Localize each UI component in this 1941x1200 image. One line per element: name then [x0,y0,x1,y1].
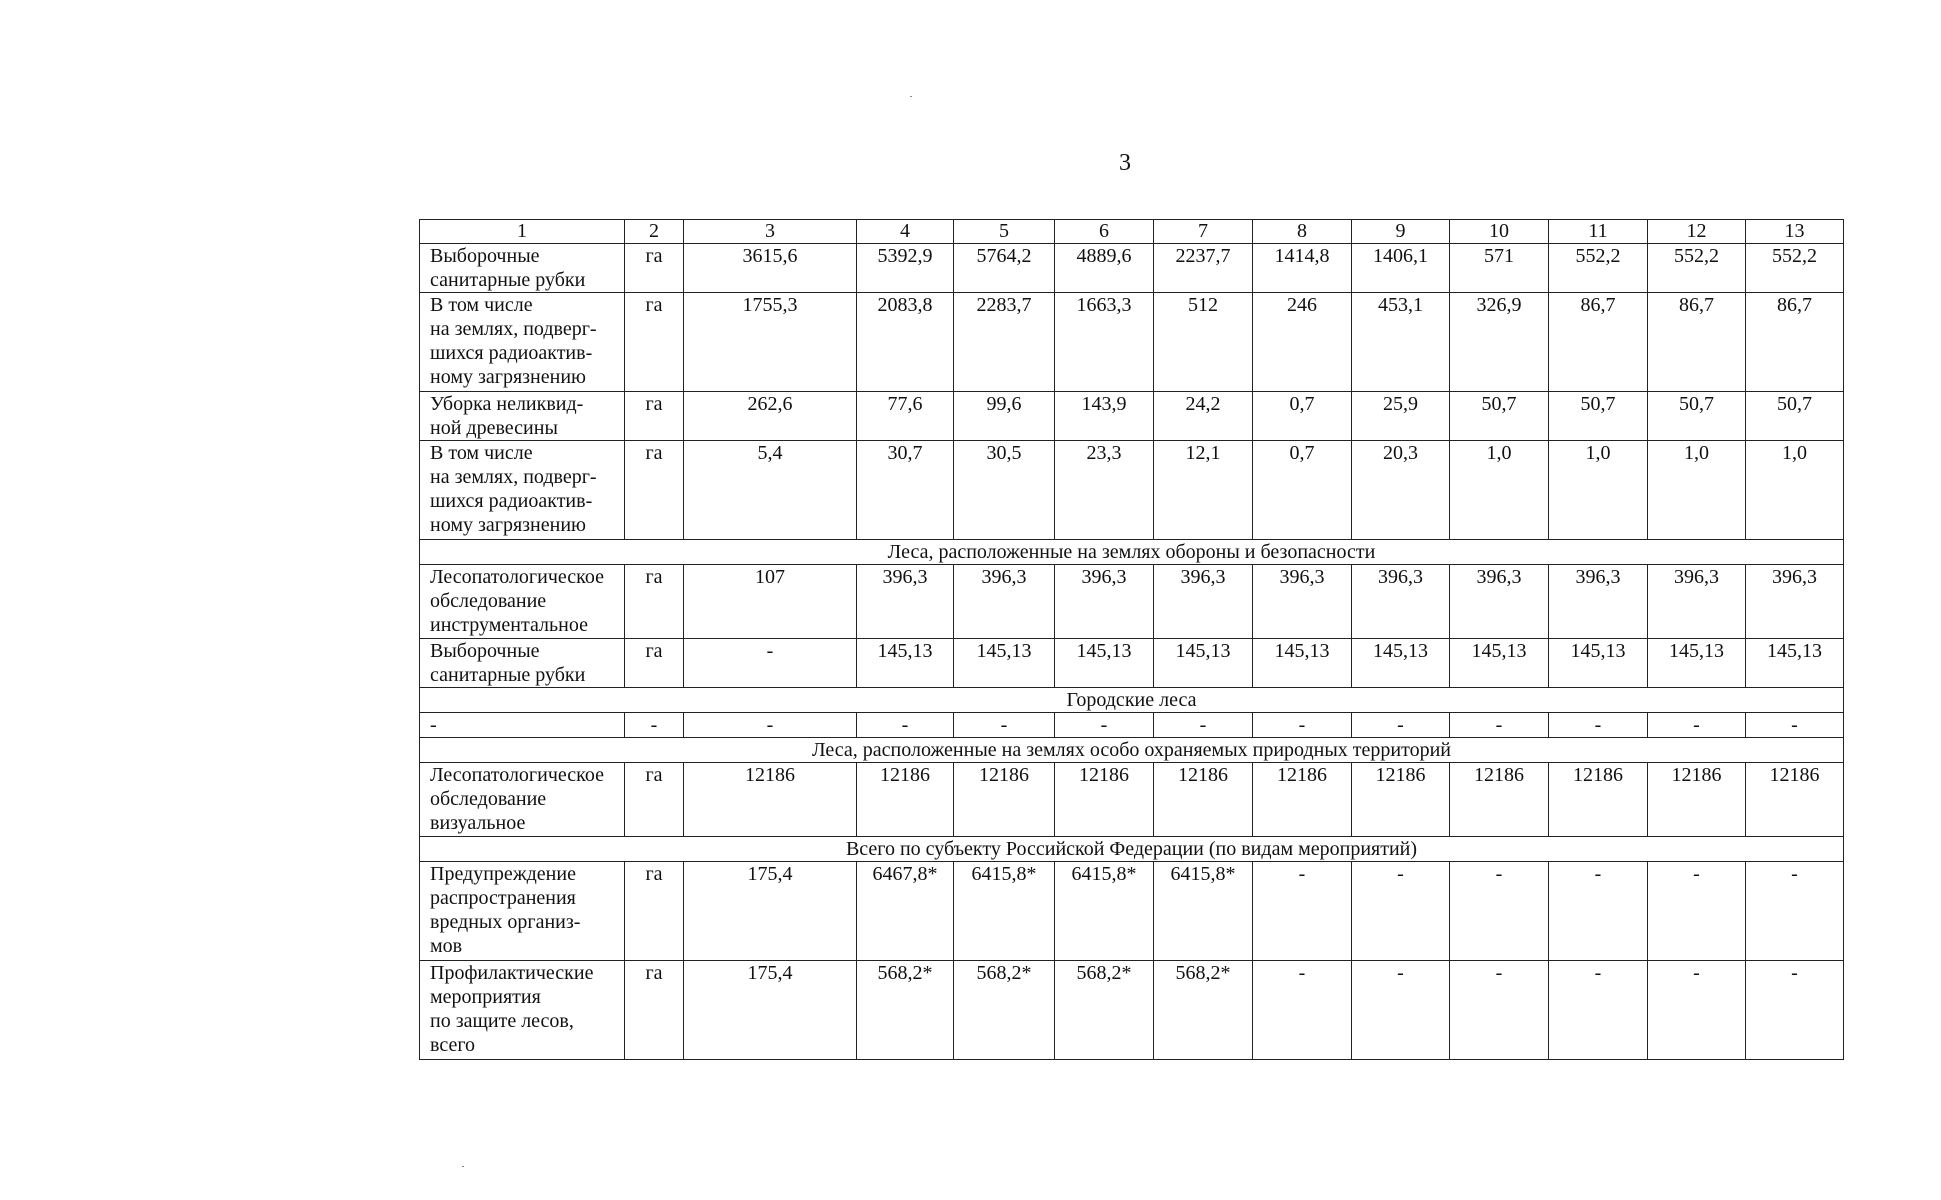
value-cell: 6415,8* [1055,862,1154,961]
value-cell: 4889,6 [1055,244,1154,293]
measure-name-line: Профилактические [430,962,594,984]
measure-name-line: визуальное [430,812,526,834]
value-cell: - [857,713,954,738]
measure-name-cell [420,763,625,837]
table-row [420,713,1844,738]
value-cell: 145,13 [1549,639,1648,688]
column-number-cell: 11 [1549,220,1648,244]
column-number-cell: 4 [857,220,954,244]
section-row [420,837,1844,862]
measure-name-cell [420,441,625,540]
value-cell: 396,3 [1055,565,1154,639]
unit-cell: га [625,244,684,293]
value-cell: 262,6 [684,392,857,441]
measure-name-line: Предупреждение [430,863,576,885]
value-cell: 86,7 [1648,293,1746,392]
measure-name-cell [420,862,625,961]
value-cell: - [1746,713,1844,738]
value-cell: 568,2* [857,961,954,1060]
value-cell: 99,6 [954,392,1055,441]
value-cell: 12186 [1549,763,1648,837]
value-cell: 2083,8 [857,293,954,392]
value-cell: 145,13 [1055,639,1154,688]
measure-name-line: мов [430,935,463,957]
measure-name-line: на землях, подверг- [430,466,597,488]
forest-protection-table [419,219,1844,1060]
value-cell: 77,6 [857,392,954,441]
value-cell: - [1648,862,1746,961]
measure-name-line: на землях, подверг- [430,318,597,340]
value-cell: 571 [1450,244,1549,293]
value-cell: 5,4 [684,441,857,540]
value-cell: - [1450,961,1549,1060]
measure-name-cell [420,565,625,639]
value-cell: 396,3 [1746,565,1844,639]
value-cell: 12186 [684,763,857,837]
value-cell: 12186 [954,763,1055,837]
measure-name-line: мероприятия [430,986,541,1008]
value-cell: - [1253,713,1352,738]
value-cell: 3615,6 [684,244,857,293]
value-cell: 2283,7 [954,293,1055,392]
column-number-cell: 10 [1450,220,1549,244]
column-number-cell: 2 [625,220,684,244]
column-number-cell: 12 [1648,220,1746,244]
value-cell: - [1746,961,1844,1060]
table-row [420,244,1844,293]
value-cell: 145,13 [1648,639,1746,688]
value-cell: 145,13 [1746,639,1844,688]
measure-name-cell [420,392,625,441]
value-cell: 12186 [1648,763,1746,837]
table-row [420,441,1844,540]
value-cell: - [1549,862,1648,961]
column-number-cell: 8 [1253,220,1352,244]
table-row [420,862,1844,961]
value-cell: 12186 [1450,763,1549,837]
value-cell: 568,2* [1154,961,1253,1060]
value-cell: 246 [1253,293,1352,392]
value-cell: 512 [1154,293,1253,392]
value-cell: 30,7 [857,441,954,540]
value-cell: 396,3 [1154,565,1253,639]
value-cell: 143,9 [1055,392,1154,441]
value-cell: 12,1 [1154,441,1253,540]
unit-cell: га [625,293,684,392]
measure-name-cell [420,639,625,688]
measure-name-line: Лесопатологическое [430,566,604,588]
unit-cell: га [625,639,684,688]
measure-name-line: шихся радиоактив- [430,490,593,512]
measure-name-line: ному загрязнению [430,366,586,388]
unit-cell: га [625,961,684,1060]
value-cell: 23,3 [1055,441,1154,540]
column-number-cell: 7 [1154,220,1253,244]
value-cell: 0,7 [1253,441,1352,540]
value-cell: 552,2 [1648,244,1746,293]
measure-name-cell [420,713,625,738]
column-number-cell: 3 [684,220,857,244]
value-cell: 12186 [1055,763,1154,837]
measure-name-line: Выборочные [430,245,540,267]
value-cell: 1,0 [1450,441,1549,540]
value-cell: 5392,9 [857,244,954,293]
value-cell: 12186 [857,763,954,837]
value-cell: 145,13 [1154,639,1253,688]
value-cell: 86,7 [1549,293,1648,392]
section-row [420,688,1844,713]
column-number-cell: 9 [1352,220,1450,244]
measure-name-line: Лесопатологическое [430,764,604,786]
measure-name-line: вредных организ- [430,911,581,933]
value-cell: - [684,713,857,738]
value-cell: - [1253,862,1352,961]
value-cell: 6467,8* [857,862,954,961]
value-cell: - [1450,862,1549,961]
value-cell: 6415,8* [1154,862,1253,961]
column-number-cell: 5 [954,220,1055,244]
value-cell: 568,2* [1055,961,1154,1060]
value-cell: - [1352,961,1450,1060]
unit-cell: га [625,392,684,441]
column-number-cell: 1 [420,220,625,244]
value-cell: 175,4 [684,862,857,961]
value-cell: 12186 [1253,763,1352,837]
value-cell: - [1253,961,1352,1060]
measure-name-cell [420,961,625,1060]
unit-cell: га [625,763,684,837]
section-row [420,540,1844,565]
value-cell: - [1648,961,1746,1060]
value-cell: - [1549,961,1648,1060]
unit-cell: га [625,862,684,961]
value-cell: 552,2 [1746,244,1844,293]
column-number-row [420,220,1844,244]
value-cell: 175,4 [684,961,857,1060]
measure-name-line: В том числе [430,442,533,464]
value-cell: 1663,3 [1055,293,1154,392]
value-cell: 20,3 [1352,441,1450,540]
measure-name-line: инструментальное [430,614,588,636]
measure-name-line: Уборка неликвид- [430,393,584,415]
value-cell: - [1549,713,1648,738]
value-cell: 5764,2 [954,244,1055,293]
measure-name-cell [420,244,625,293]
value-cell: - [954,713,1055,738]
value-cell: 1,0 [1549,441,1648,540]
value-cell: 25,9 [1352,392,1450,441]
value-cell: 12186 [1746,763,1844,837]
section-title: Леса, расположенные на землях обороны и безопасности [420,540,1844,565]
section-title: Леса, расположенные на землях особо охраняемых природных территорий [420,738,1844,763]
section-row [420,738,1844,763]
value-cell: 107 [684,565,857,639]
value-cell: 50,7 [1746,392,1844,441]
unit-cell: га [625,441,684,540]
measure-name-line: Выборочные [430,640,540,662]
table-row [420,639,1844,688]
value-cell: - [1450,713,1549,738]
value-cell: 145,13 [954,639,1055,688]
value-cell: 50,7 [1549,392,1648,441]
value-cell: - [1154,713,1253,738]
measure-name-line: В том числе [430,294,533,316]
value-cell: 396,3 [857,565,954,639]
table-row [420,763,1844,837]
value-cell: 145,13 [1352,639,1450,688]
scan-speck [462,1166,464,1167]
table-row [420,961,1844,1060]
measure-name-line: - [430,714,437,736]
value-cell: 396,3 [954,565,1055,639]
value-cell: 30,5 [954,441,1055,540]
page-number: 3 [1119,150,1131,176]
unit-cell: га [625,565,684,639]
measure-name-line: по защите лесов, [430,1010,574,1032]
value-cell: 12186 [1352,763,1450,837]
value-cell: 0,7 [1253,392,1352,441]
measure-name-line: санитарные рубки [430,664,586,686]
value-cell: 86,7 [1746,293,1844,392]
table-row [420,293,1844,392]
value-cell: 396,3 [1253,565,1352,639]
value-cell: 12186 [1154,763,1253,837]
value-cell: - [684,639,857,688]
value-cell: 396,3 [1549,565,1648,639]
value-cell: 50,7 [1648,392,1746,441]
value-cell: 552,2 [1549,244,1648,293]
table-row [420,565,1844,639]
value-cell: 396,3 [1648,565,1746,639]
value-cell: 145,13 [857,639,954,688]
value-cell: 50,7 [1450,392,1549,441]
value-cell: 568,2* [954,961,1055,1060]
value-cell: - [1648,713,1746,738]
measure-name-line: ной древесины [430,417,558,439]
value-cell: - [1352,713,1450,738]
measure-name-line: всего [430,1034,476,1056]
value-cell: 1,0 [1746,441,1844,540]
value-cell: - [1352,862,1450,961]
table-body [420,220,1844,1060]
value-cell: 2237,7 [1154,244,1253,293]
table-row [420,392,1844,441]
measure-name-cell [420,293,625,392]
column-number-cell: 13 [1746,220,1844,244]
value-cell: 396,3 [1450,565,1549,639]
value-cell: 145,13 [1450,639,1549,688]
measure-name-line: распространения [430,887,576,909]
value-cell: 1406,1 [1352,244,1450,293]
value-cell: 453,1 [1352,293,1450,392]
scan-speck [910,96,912,97]
section-title: Всего по субъекту Российской Федерации (по видам мероприятий) [420,837,1844,862]
value-cell: 1755,3 [684,293,857,392]
section-title: Городские леса [420,688,1844,713]
column-number-cell: 6 [1055,220,1154,244]
value-cell: 24,2 [1154,392,1253,441]
measure-name-line: шихся радиоактив- [430,342,593,364]
value-cell: - [1055,713,1154,738]
value-cell: 6415,8* [954,862,1055,961]
value-cell: 1414,8 [1253,244,1352,293]
value-cell: - [1746,862,1844,961]
measure-name-line: ному загрязнению [430,514,586,536]
value-cell: 326,9 [1450,293,1549,392]
measure-name-line: обследование [430,590,547,612]
value-cell: 1,0 [1648,441,1746,540]
value-cell: 396,3 [1352,565,1450,639]
value-cell: 145,13 [1253,639,1352,688]
unit-cell: - [625,713,684,738]
measure-name-line: обследование [430,788,547,810]
measure-name-line: санитарные рубки [430,269,586,291]
